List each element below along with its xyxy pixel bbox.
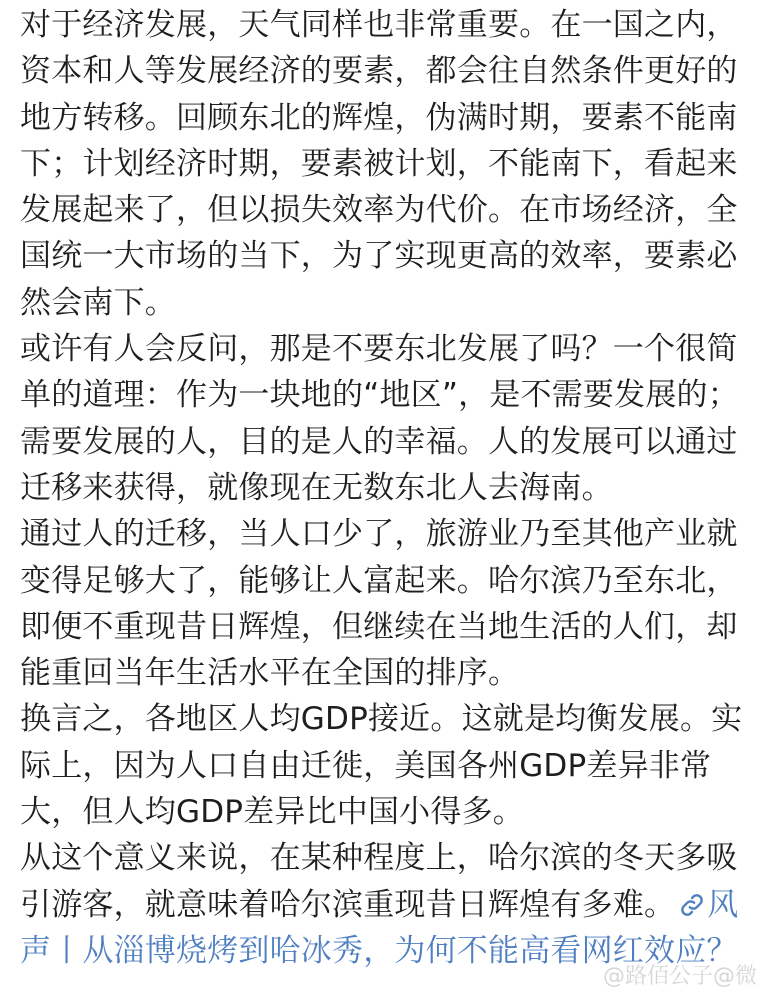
paragraph-2: 或许有人会反问，那是不要东北发展了吗？一个很简单的道理：作为一块地的“地区”，是不需要发展的；需要发展的人，目的是人的幸福。人的发展可以通过迁移来获得，就像现在无数东北人去海南。 [20,331,739,506]
paragraph-5-text: 从这个意义来说，在某种程度上，哈尔滨的冬天多吸引游客，就意味着哈尔滨重现昔日辉煌有多难。 [20,840,738,923]
paragraph-4: 换言之，各地区人均GDP接近。这就是均衡发展。实际上，因为人口自由迁徙，美国各州GDP差异非常大，但人均GDP差异比中国小得多。 [20,701,743,831]
paragraph-3: 通过人的迁移，当人口少了，旅游业乃至其他产业就变得足够大了，能够让人富起来。哈尔滨乃至东北，即便不重现昔日辉煌，但继续在当地生活的人们，却能重回当年生活水平在全国的排序。 [20,516,738,692]
watermark: @路佰公子@微 [602,964,757,989]
link-icon [679,892,705,918]
paragraph-5 [20,835,768,974]
paragraph-1: 对于经济发展，天气同样也非常重要。在一国之内，资本和人等发展经济的要素，都会往自然条件更好的地方转移。回顾东北的辉煌，伪满时期，要素不能南下；计划经济时期，要素被计划，不能南下，看起来发展起来了，但以损失效率为代价。在市场经济，全国统一大市场的当下，为了实现更高的效率，要素必然会南下。 [20,7,738,321]
article-body [20,2,768,974]
article-link-text[interactable]: 风声丨从淄博烧烤到哈冰秀，为何不能高看网红效应？ [20,886,739,969]
